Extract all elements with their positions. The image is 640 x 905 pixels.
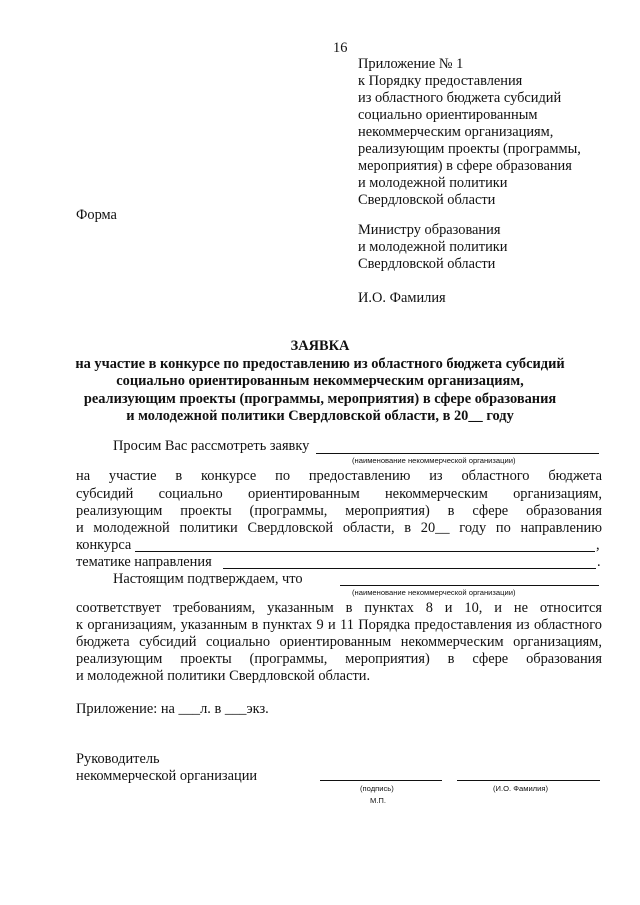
appendix-line: мероприятия) в сфере образования	[358, 158, 572, 174]
signatory-name-field[interactable]	[457, 766, 600, 781]
title-heading: ЗАЯВКА	[290, 338, 350, 354]
appendix-line: к Порядку предоставления	[358, 73, 523, 89]
title-line: социально ориентированным некоммерческим организациям,	[116, 373, 524, 389]
para1-line: субсидий социально ориентированным некоммерческим организациям,	[76, 486, 602, 502]
para2-last-line: и молодежной политики Свердловской области.	[76, 668, 371, 684]
document-title	[0, 338, 640, 426]
appendix-line: социально ориентированным	[358, 107, 538, 123]
stamp-place: М.П.	[370, 796, 387, 805]
addressee-block	[358, 222, 508, 273]
addressee-line: Министру образования	[358, 222, 501, 238]
addressee-line: Свердловской области	[358, 256, 496, 272]
para1-line: на участие в конкурсе по предоставлению из областного бюджета	[76, 468, 602, 484]
appendix-line: и молодежной политики	[358, 175, 508, 191]
contest-label: конкурса	[76, 537, 132, 553]
para2-line: бюджета субсидий социально ориентированным некоммерческим организациям,	[76, 634, 602, 650]
topic-label: тематике направления	[76, 554, 212, 570]
attachment-line: Приложение: на ___л. в ___экз.	[76, 701, 269, 717]
topic-field[interactable]	[223, 554, 596, 569]
para2-line: соответствует требованиям, указанным в пунктах 8 и 10, и не относится	[76, 600, 602, 616]
org-name-caption: (наименование некоммерческой организации)	[352, 456, 516, 465]
appendix-line: некоммерческим организациям,	[358, 124, 554, 140]
signature-caption: (подпись)	[360, 784, 394, 793]
head-title-line2: некоммерческой организации	[76, 768, 258, 784]
contest-end: ,	[596, 537, 600, 553]
para2-line: реализующим проекты (программы, мероприятия) в сфере образования	[76, 651, 602, 667]
signatory-name-caption: (И.О. Фамилия)	[493, 784, 548, 793]
para1-line: и молодежной политики Свердловской области, в 20__ году по направлению	[76, 520, 602, 536]
form-label: Форма	[76, 207, 117, 223]
appendix-line: Приложение № 1	[358, 56, 464, 72]
signature-field[interactable]	[320, 766, 442, 781]
head-title-line1: Руководитель	[76, 751, 160, 767]
contest-field[interactable]	[135, 537, 595, 552]
appendix-line: реализующим проекты (программы,	[358, 141, 581, 157]
title-line: реализующим проекты (программы, мероприятия) в сфере образования	[83, 390, 557, 407]
appendix-line: Свердловской области	[358, 192, 496, 208]
org-name-field-2[interactable]	[340, 571, 599, 586]
page-number: 16	[333, 40, 348, 56]
addressee-line: и молодежной политики	[358, 239, 508, 255]
org-name-field[interactable]	[316, 438, 599, 454]
request-prefix: Просим Вас рассмотреть заявку	[113, 438, 310, 454]
confirm-prefix: Настоящим подтверждаем, что	[113, 571, 303, 587]
para2-line: к организациям, указанным в пунктах 9 и 11 Порядка предоставления из областного	[76, 617, 602, 633]
title-line: и молодежной политики Свердловской области, в 20__ году	[126, 408, 514, 424]
org-name-caption-2: (наименование некоммерческой организации)	[352, 588, 516, 597]
para1-line: реализующим проекты (программы, мероприятия) в сфере образования	[76, 503, 602, 519]
title-line: на участие в конкурсе по предоставлению из областного бюджета субсидий	[75, 355, 565, 372]
appendix-block	[358, 56, 581, 209]
addressee-name: И.О. Фамилия	[358, 290, 446, 306]
appendix-line: из областного бюджета субсидий	[358, 90, 562, 106]
topic-end: .	[597, 554, 601, 570]
